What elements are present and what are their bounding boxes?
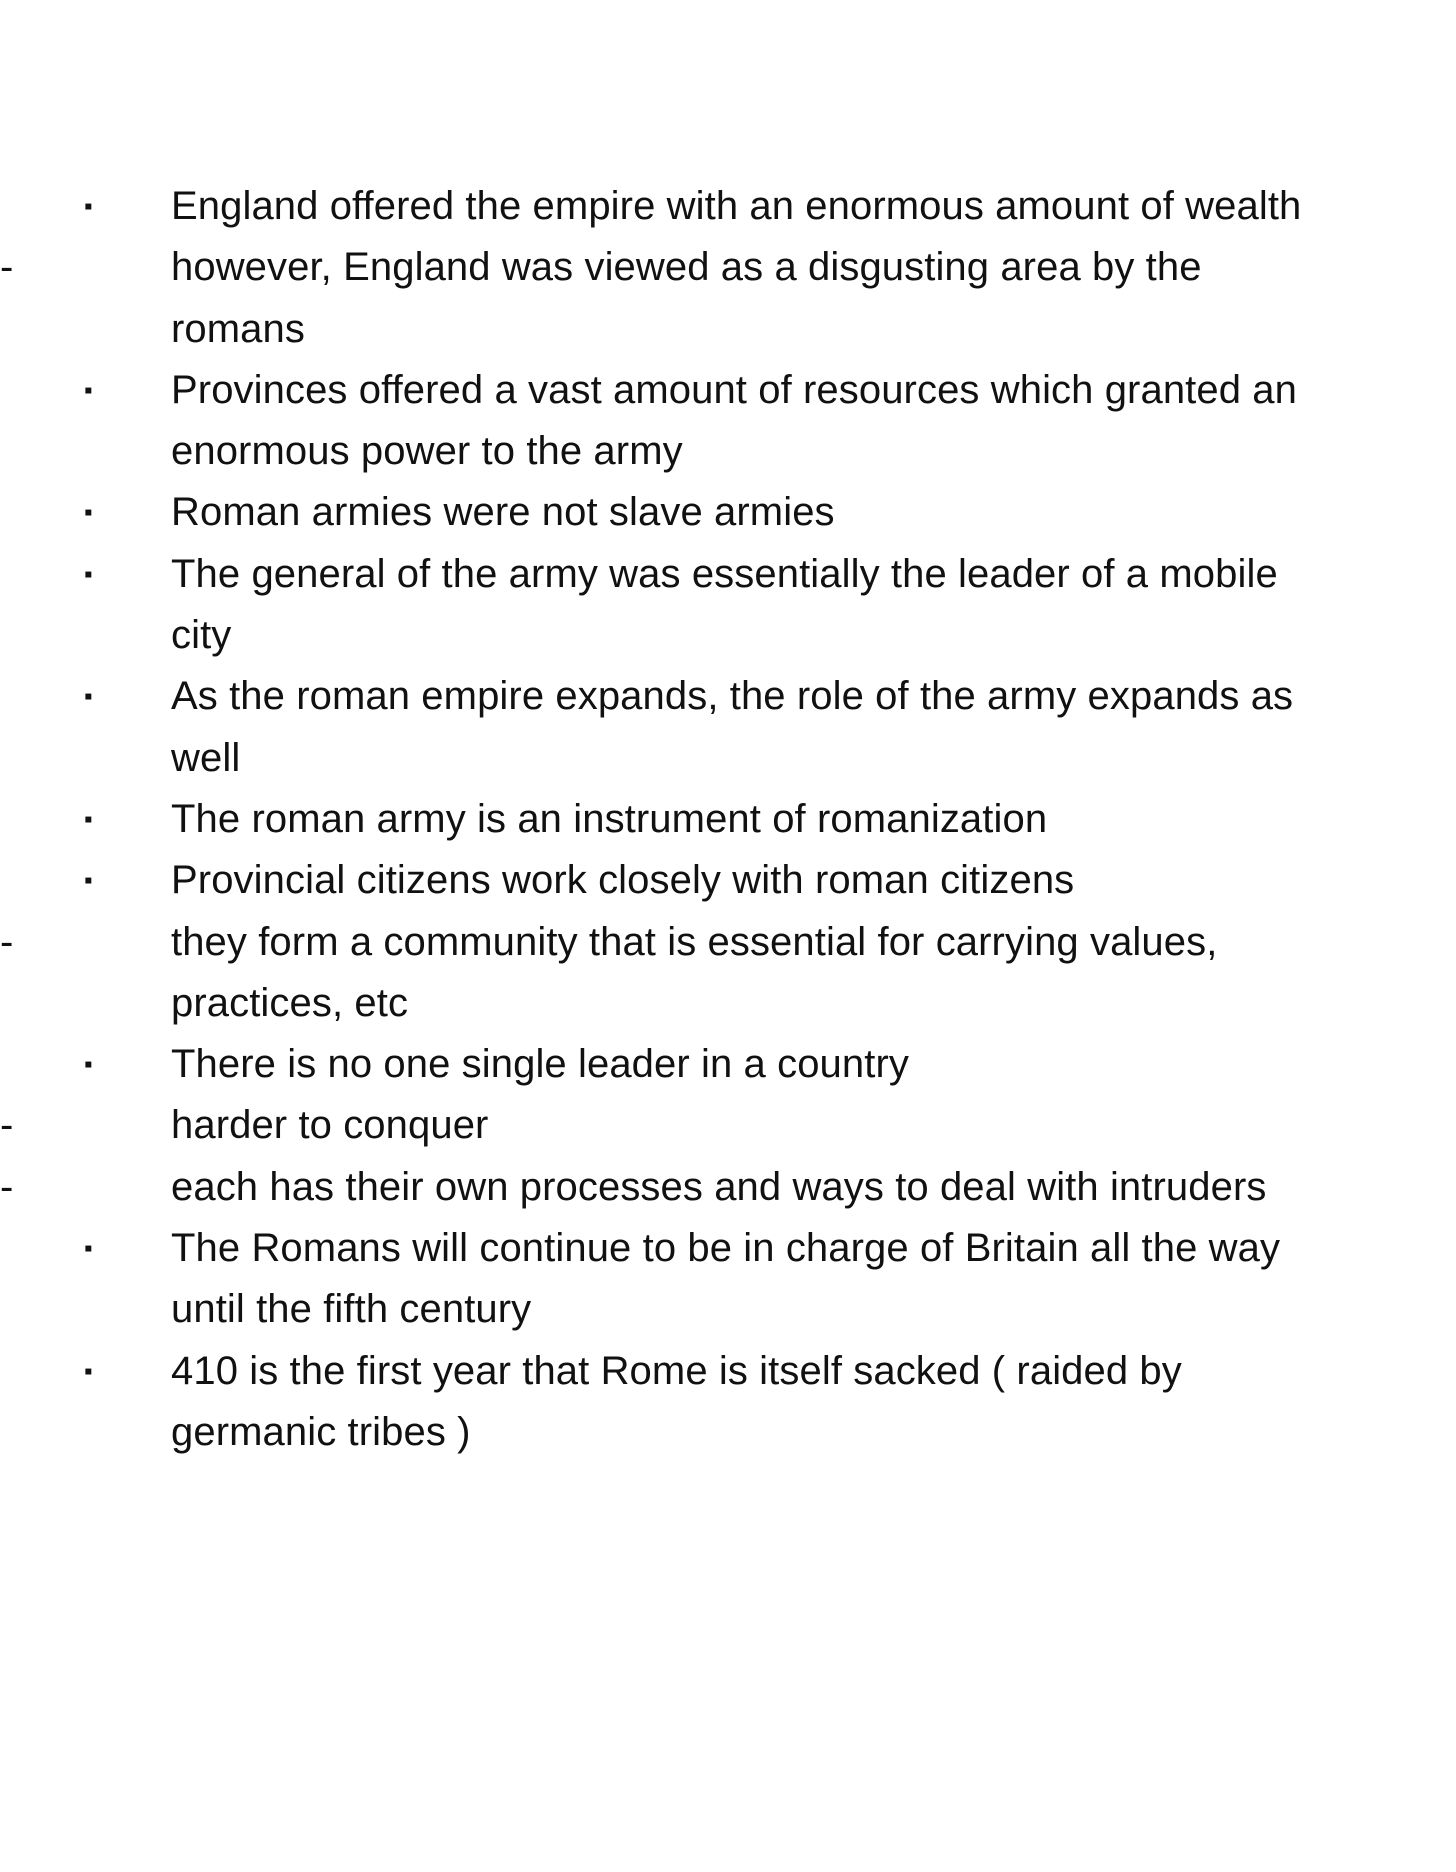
note-text: they form a community that is essential for carrying values, practices, etc	[171, 919, 1218, 1025]
note-item	[0, 1095, 1456, 1156]
note-text: Roman armies were not slave armies	[171, 490, 835, 535]
note-text: each has their own processes and ways to deal with intruders	[171, 1164, 1267, 1209]
note-text: Provincial citizens work closely with roman citizens	[171, 858, 1075, 903]
note-text: England offered the empire with an enormous amount of wealth	[171, 184, 1302, 228]
note-item	[0, 1218, 1456, 1341]
square-bullet-icon: ▪	[84, 376, 93, 404]
square-bullet-icon: ▪	[84, 867, 93, 895]
note-text: The roman army is an instrument of romanization	[171, 796, 1048, 841]
dash-bullet-icon: -	[0, 919, 14, 964]
note-item	[0, 360, 1456, 483]
note-item	[0, 789, 1456, 850]
dash-bullet-icon: -	[0, 245, 14, 290]
note-item	[0, 544, 1456, 667]
note-item	[0, 482, 1456, 543]
note-item	[0, 912, 1456, 1035]
note-text: 410 is the first year that Rome is itself sacked ( raided by germanic tribes )	[171, 1348, 1182, 1454]
note-text: The Romans will continue to be in charge of Britain all the way until the fifth century	[171, 1226, 1281, 1332]
note-item	[0, 1341, 1456, 1464]
note-text: The general of the army was essentially the leader of a mobile city	[171, 551, 1278, 658]
note-text: harder to conquer	[171, 1103, 489, 1148]
note-item	[0, 1157, 1456, 1218]
note-item	[0, 666, 1456, 789]
square-bullet-icon: ▪	[84, 1051, 93, 1079]
note-item	[0, 1034, 1456, 1095]
notes-list	[0, 176, 1456, 1463]
note-text: however, England was viewed as a disgusting area by the romans	[171, 245, 1202, 351]
square-bullet-icon: ▪	[84, 1357, 93, 1385]
square-bullet-icon: ▪	[84, 193, 93, 220]
note-item	[0, 176, 1456, 237]
dash-bullet-icon: -	[0, 1103, 14, 1148]
square-bullet-icon: ▪	[84, 1235, 93, 1263]
note-text: Provinces offered a vast amount of resources which granted an enormous power to the army	[171, 367, 1297, 474]
note-item	[0, 850, 1456, 911]
square-bullet-icon: ▪	[84, 499, 93, 527]
note-text: As the roman empire expands, the role of the army expands as well	[171, 674, 1294, 780]
square-bullet-icon: ▪	[84, 560, 93, 588]
note-item	[0, 237, 1456, 360]
square-bullet-icon: ▪	[84, 805, 93, 833]
dash-bullet-icon: -	[0, 1164, 14, 1209]
note-text: There is no one single leader in a country	[171, 1042, 909, 1087]
square-bullet-icon: ▪	[84, 683, 93, 711]
